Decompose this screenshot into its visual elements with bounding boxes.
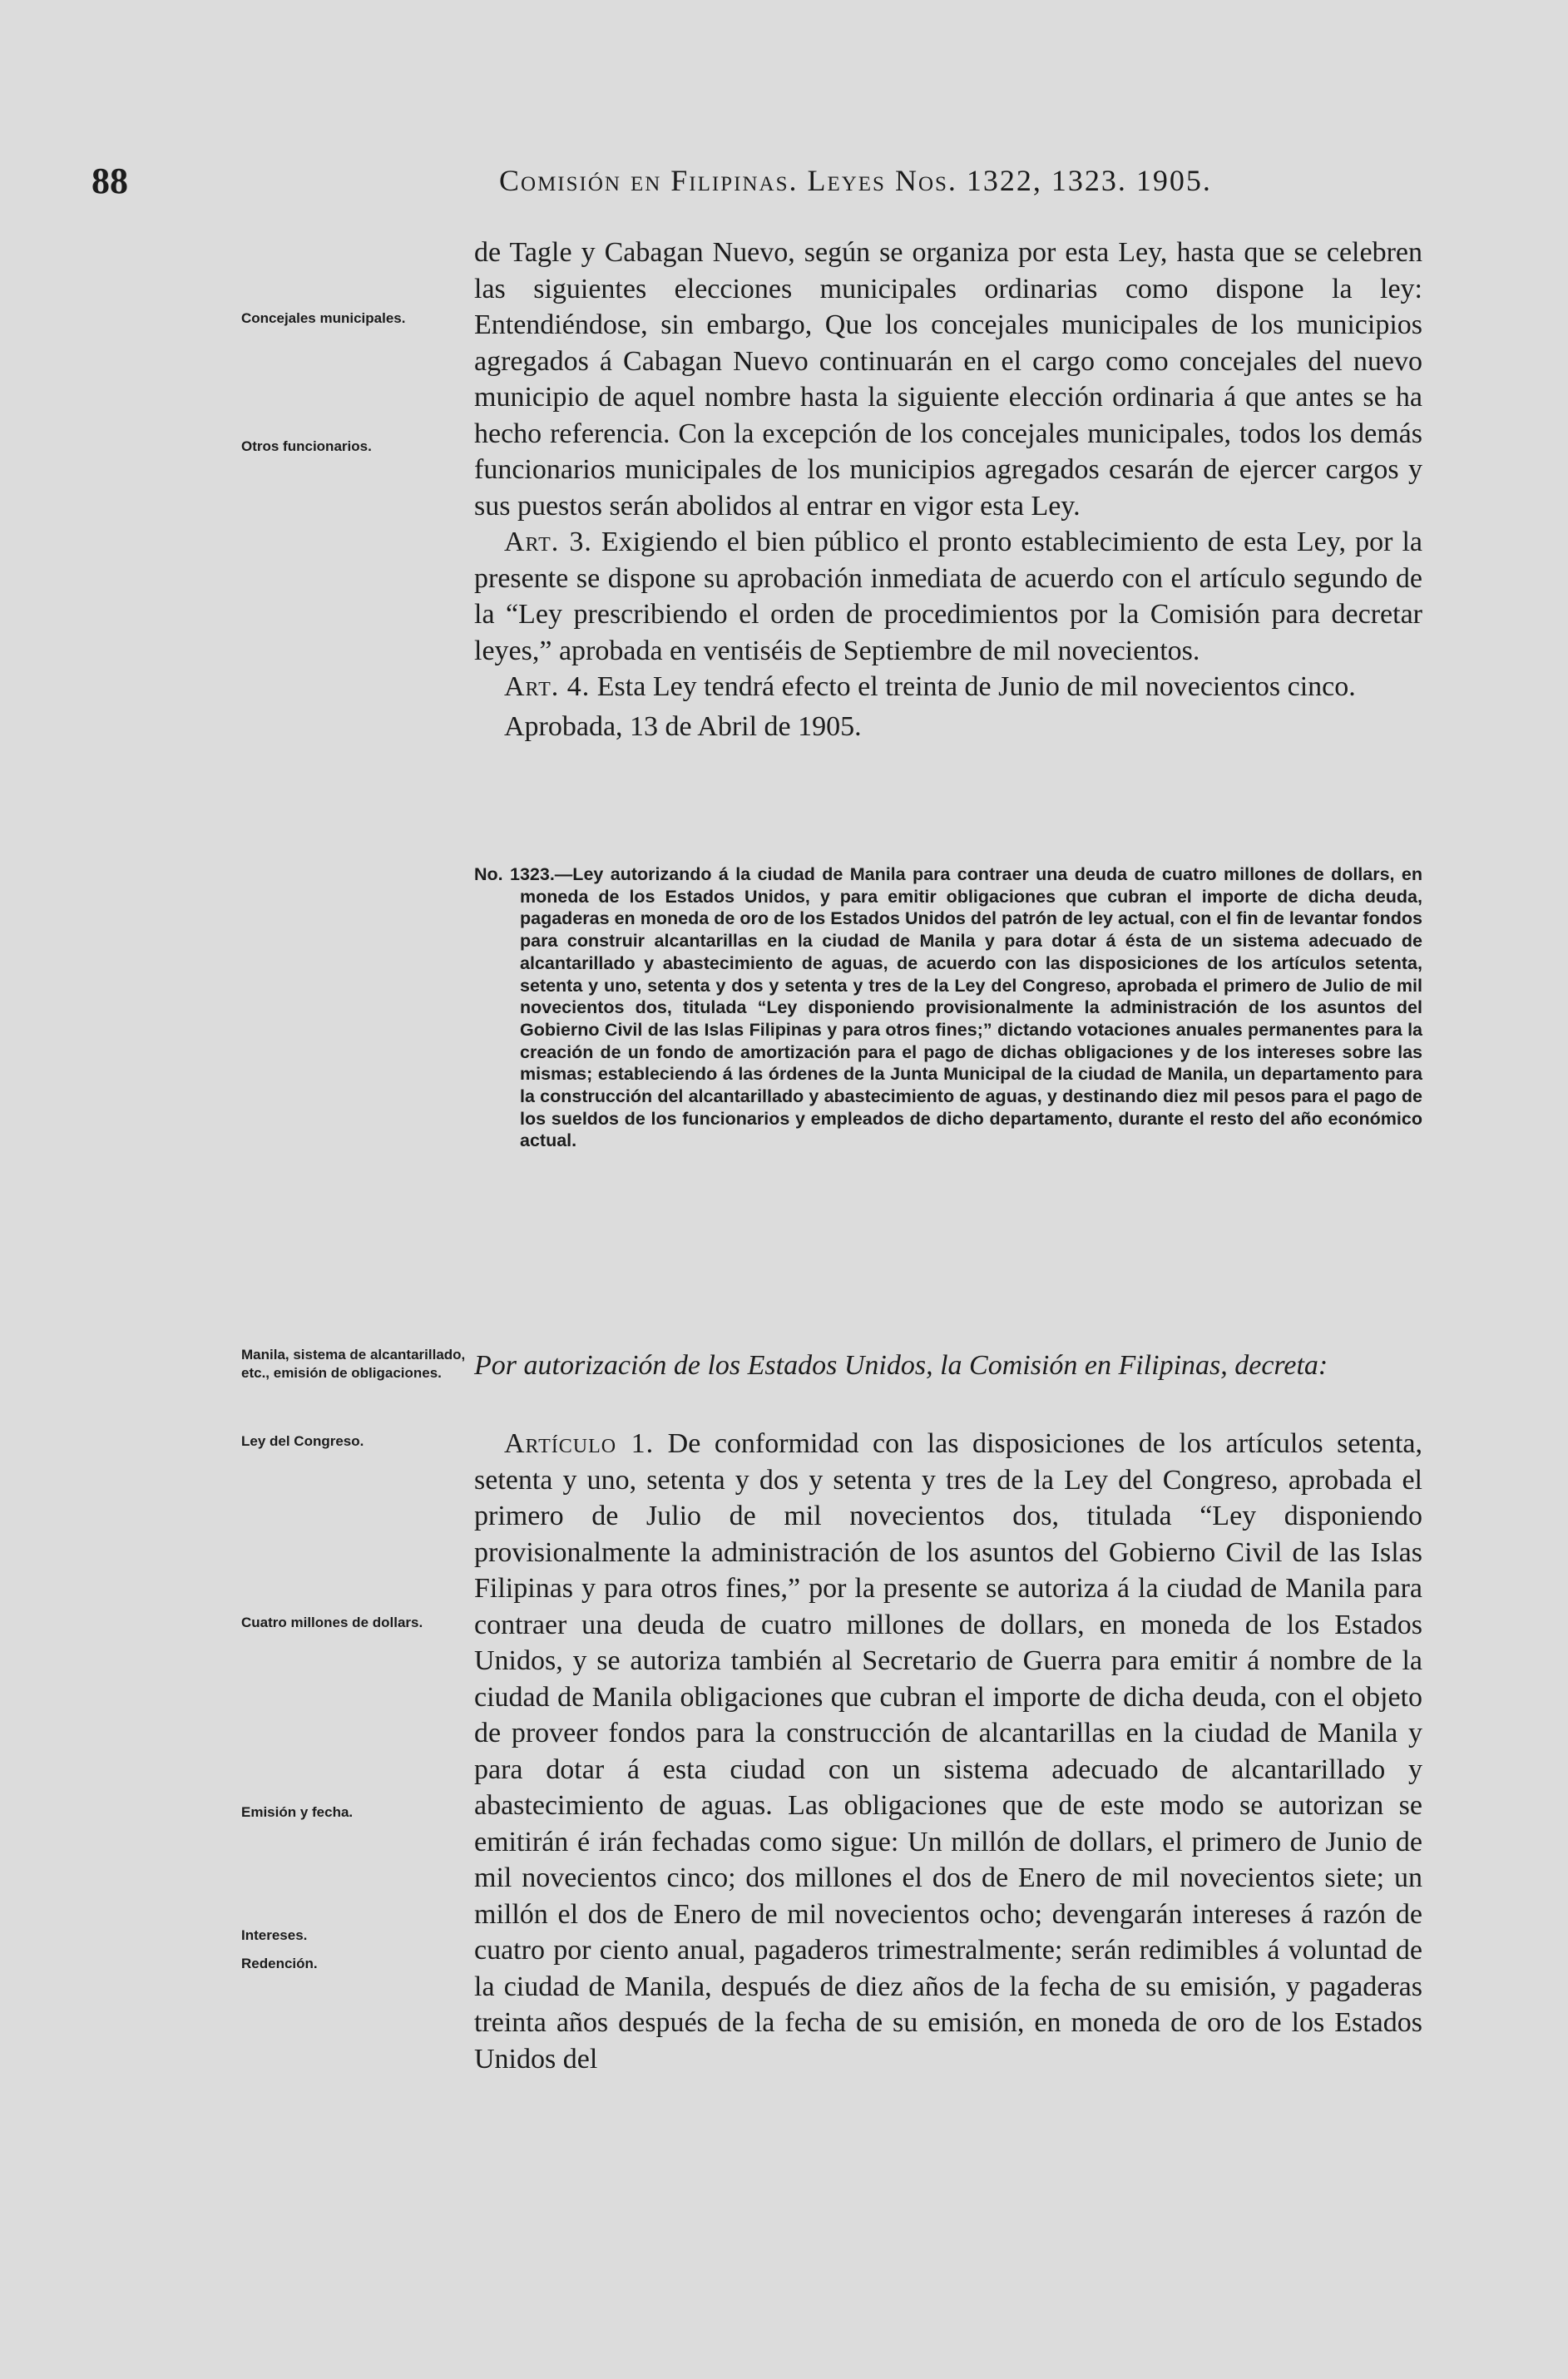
margin-note-otros-funcionarios: Otros funcionarios. (241, 438, 372, 454)
article-text: Esta Ley tendrá efecto el treinta de Junio de mil novecientos cinco. (596, 671, 1356, 702)
margin-note-manila-alcantarillado: Manila, sistema de alcantarillado, etc., emisión de obligaciones. (241, 1347, 466, 1381)
article-label: Art. 4. (504, 671, 591, 702)
margin-note-ley-congreso: Ley del Congreso. (241, 1433, 364, 1449)
margin-note-redencion: Redención. (241, 1956, 318, 1971)
margin-note-concejales: Concejales municipales. (241, 310, 406, 326)
article-text: De conformidad con las disposiciones de los artículos setenta, setenta y uno, setenta y dos y setenta y tres de la Ley del Congreso, aprobada el primero de Julio de mil novecientos dos, titulada “Ley disponiendo provisionalmente la administración de los asuntos del Gobierno Civil de las Islas Filipinas y para otros fines,” por la presente se autoriza á la ciudad de Manila para contraer una deuda de cuatro millones de dollars, en moneda de los Estados Unidos, y se autoriza también al Secretario de Guerra para emitir á nombre de la ciudad de Manila obligaciones que cubran el importe de dicha deuda, con el objeto de proveer fondos para la construcción de alcantarillas en la ciudad de Manila y para dotar á esta ciudad con un sistema adecuado de alcantarillado y abastecimiento de aguas. Las obligaciones que de este modo se autorizan se emitirán é irán fechadas como sigue: Un millón de dollars, el primero de Junio de mil novecientos cinco; dos millones el dos de Enero de mil novecientos siete; un millón el dos de Enero de mil novecientos ocho; devengarán intereses á razón de cuatro por ciento anual, pagaderos trimestralmente; serán redimibles á voluntad de la ciudad de Manila, después de diez años de la fecha de su emisión, y pagaderas treinta años después de la fecha de su emisión, en moneda de oro de los Estados Unidos del (474, 1428, 1422, 2075)
law-1322-paragraph: de Tagle y Cabagan Nuevo, según se organiza por esta Ley, hasta que se celebren las siguientes elecciones municipales ordinarias como dispone la ley: Entendiéndose, sin embargo, Que los concejales municipales de los municipios agregados á Cabagan Nuevo continuarán en el cargo como concejales del nuevo municipio de aquel nombre hasta la siguiente elección ordinaria á que antes se ha hecho referencia. Con la excepción de los concejales municipales, todos los demás funcionarios municipales de los municipios agregados cesarán de ejercer cargos y sus puestos serán abolidos al entrar en vigor esta Ley. (474, 237, 1422, 522)
page-number: 88 (92, 161, 128, 201)
article-text: Exigiendo el bien público el pronto establecimiento de esta Ley, por la presente se dispone su aprobación inmediata de acuerdo con el artículo segundo de la “Ley prescribiendo el orden de procedimientos por la Comisión para decretar leyes,” aprobada en ventiséis de Septiembre de mil novecientos. (474, 527, 1422, 666)
approval-date: Aprobada, 13 de Abril de 1905. (504, 710, 862, 742)
article-label: Artículo 1. (504, 1428, 655, 1459)
margin-note-intereses: Intereses. (241, 1927, 308, 1943)
margin-note-cuatro-millones: Cuatro millones de dollars. (241, 1615, 423, 1630)
law-1323-title-text: No. 1323.—Ley autorizando á la ciudad de Manila para contraer una deuda de cuatro millones de dollars, en moneda de los Estados Unidos, y para emitir obligaciones que cubran el importe de dicha deuda, pagaderas en moneda de oro de los Estados Unidos del patrón de ley actual, con el fin de levantar fondos para construir alcantarillas en la ciudad de Manila y para dotar á ésta de un sistema adecuado de alcantarillado y abastecimiento de aguas, de acuerdo con las disposiciones de los artículos setenta, setenta y uno, setenta y dos y setenta y tres de la Ley del Congreso, aprobada el primero de Julio de mil novecientos dos, titulada “Ley disponiendo provisionalmente la administración de los asuntos del Gobierno Civil de las Islas Filipinas y para otros fines;” dictando votaciones anuales permanentes para la creación de un fondo de amortización para el pago de dichas obligaciones y de los intereses sobre las mismas; estableciendo á las órdenes de la Junta Municipal de la ciudad de Manila, un departamento para la construcción del alcantarillado y abastecimiento de aguas, y destinando diez mil pesos para el pago de los sueldos de los funcionarios y empleados de dicho departamento, durante el resto del año económico actual. (474, 864, 1422, 1151)
law-1322-article-4 (474, 669, 1422, 705)
running-head: Comisión en Filipinas. Leyes Nos. 1322, 1323. 1905. (499, 164, 1212, 197)
law-1322-body (474, 235, 1422, 744)
law-1323-article-1 (474, 1426, 1422, 2077)
article-1-paragraph (474, 1426, 1422, 2077)
law-1322-article-3 (474, 524, 1422, 669)
page-header (0, 160, 1568, 210)
enacting-clause: Por autorización de los Estados Unidos, la Comisión en Filipinas, decreta: (474, 1350, 1328, 1381)
margin-note-emision: Emisión y fecha. (241, 1804, 354, 1820)
article-label: Art. 3. (504, 527, 592, 557)
law-1323-title (474, 863, 1422, 1152)
